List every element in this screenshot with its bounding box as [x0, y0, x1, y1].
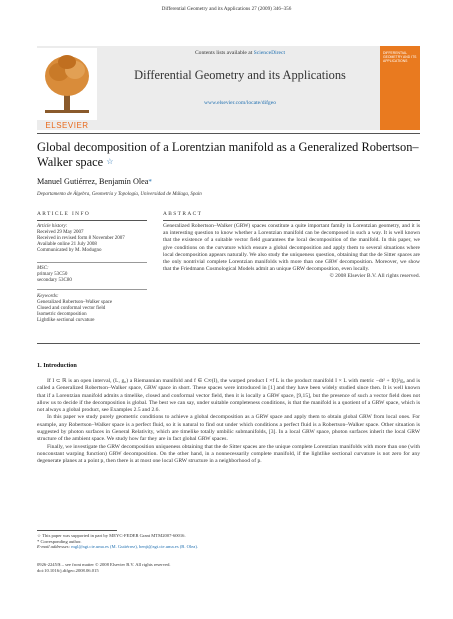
abstract-rule [163, 220, 420, 221]
section-heading-introduction: 1. Introduction [37, 362, 77, 369]
keywords-label: Keywords: [37, 294, 59, 299]
title-footnote-mark[interactable]: ☆ [106, 156, 114, 166]
email-addresses[interactable]: mgl@agt.cie.uma.es (M. Gutiérrez), benji@agt.cie.uma.es (B. Olea). [71, 544, 199, 550]
header-rule [37, 133, 420, 134]
keyword-item: Lightlike sectional curvature [37, 318, 95, 323]
elsevier-tree-logo [37, 48, 97, 120]
abstract-copyright: © 2008 Elsevier B.V. All rights reserved. [329, 273, 420, 280]
issn-line: 0926-2245/$ – see front matter © 2008 Elsevier B.V. All rights reserved. [37, 562, 171, 567]
keyword-item: Closed and conformal vector field [37, 306, 106, 311]
msc-item: primary 53C50 [37, 272, 68, 277]
history-item: Communicated by M. Modugno [37, 248, 102, 253]
intro-paragraph: Finally, we investigate the GRW decomposition uniqueness obtaining that the de Sitter spaces are the unique complete Lorentzian manifolds with more than one (with nonconstant warping function) GRW decomposition. On the other hand, in a nonnecessarily complete manifold, if the lightlike sectional curvature is not zero for any degenerate planes at a point p, then there is at most one local GRW structure in a neighborhood of p. [37, 443, 420, 465]
journal-url-link[interactable]: www.elsevier.com/locate/difgeo [203, 100, 277, 106]
footnote-rule [37, 530, 117, 531]
history-item: Available online 21 July 2008 [37, 242, 97, 247]
journal-title: Differential Geometry and its Applications [134, 68, 346, 82]
running-head: Differential Geometry and its Applications 27 (2009) 346–356 [161, 6, 292, 12]
front-matter-rule [37, 343, 420, 344]
author-names: Manuel Gutiérrez, Benjamín Olea [37, 177, 149, 186]
article-title-text: Global decomposition of a Lorentzian manifold as a Generalized Robertson–Walker space [37, 140, 419, 169]
intro-paragraph: In this paper we study purely geometric conditions to achieve a global decomposition as a GRW space and apply them to obtain global GRW from local ones. For example, any Robertson–Walker space is a perfect fluid, so it is natural to find out under which conditions a perfect fluid is a Robertson–Walker space. Other situation is suggested by photon surfaces in General Relativity, which are timelike totally umbilic submanifolds, [3]. In a local GRW space, photon surfaces inherit the local GRW structure of the ambient space. We study how far they are in fact global GRW spaces. [37, 414, 420, 443]
email-label: E-mail addresses: [37, 544, 71, 550]
introduction-body [37, 378, 420, 466]
authors [37, 177, 152, 186]
doi-link[interactable]: doi:10.1016/j.difgeo.2008.06.015 [37, 568, 99, 573]
info-rule [37, 220, 147, 221]
contents-line [110, 50, 370, 56]
journal-cover-image [380, 46, 420, 130]
msc-item: secondary 53C80 [37, 278, 72, 283]
intro-paragraph: If I ⊂ ℝ is an open interval, (L, g₀) a Riemannian manifold and f ∈ C∞(I), the warped product I ×f L is the product manifold I × L with metric −dt² + f(t)²g₀ and is called a Generalized Robertson–Walker space, GRW space in short. These spaces were introduced in [1] and they have been widely studied since then. It is well known that if a Lorentzian manifold admits a timelike, closed and conformal vector field, then it is locally a GRW space, [9,15], but the presence of such a vector field does not allow us to decide if the decomposition is global. The best we can say, under suitable completeness conditions, is that the manifold is a quotient of a GRW space, which is not always a global product, see Examples 2.5 and 2.6. [37, 378, 420, 414]
corresponding-author-mark[interactable]: * [148, 178, 152, 186]
corresponding-author-footnote: * Corresponding author. [37, 538, 82, 544]
affiliation: Departamento de Álgebra, Geometría y Topología, Universidad de Málaga, Spain [37, 192, 202, 197]
history-item: Received in revised form 8 November 2007 [37, 236, 125, 241]
info-divider [37, 289, 147, 290]
email-footnote [37, 544, 420, 550]
keyword-item: Isometric decomposition [37, 312, 87, 317]
footnotes [37, 533, 420, 550]
publisher-name: ELSEVIER [45, 121, 89, 130]
msc-label: MSC: [37, 266, 49, 271]
keyword-item: Generalized Robertson–Walker space [37, 300, 113, 305]
cover-text: DIFFERENTIAL GEOMETRY AND ITS APPLICATIONS [383, 51, 417, 63]
article-info-heading: ARTICLE INFO [37, 211, 91, 217]
keywords-block [37, 294, 157, 324]
abstract-text: Generalized Robertson–Walker (GRW) spaces constitute a quite important family in Lorentzian geometry, and it is an interesting question to know whether a Lorentzian manifold can be decomposed in such a way. It is well known that the existence of a suitable vector field guarantees the local decomposition of the manifold. In this paper, we give conditions on the curvature which ensure a global decomposition and apply them to several situations where local decomposition appears naturally. We also study the uniqueness question, obtaining that the de Sitter spaces are the only nontrivial complete Lorentzian manifolds with more than one GRW decomposition. Moreover, we show that the Friedmann Cosmological Models admit an unique GRW decomposition, even locally. [163, 223, 420, 273]
funding-footnote: ☆ This paper was supported in part by MEYC-FEDER Grant MTM2007-60016. [37, 533, 186, 538]
history-label: Article history: [37, 224, 68, 229]
sciencedirect-link[interactable]: ScienceDirect [253, 50, 286, 56]
history-item: Received 29 May 2007 [37, 230, 84, 235]
msc-block [37, 266, 157, 284]
contents-prefix: Contents lists available at [194, 50, 254, 56]
article-title [37, 140, 420, 169]
abstract-heading: ABSTRACT [163, 211, 203, 217]
article-history [37, 224, 157, 254]
abstract-body [163, 223, 420, 281]
info-divider [37, 262, 147, 263]
